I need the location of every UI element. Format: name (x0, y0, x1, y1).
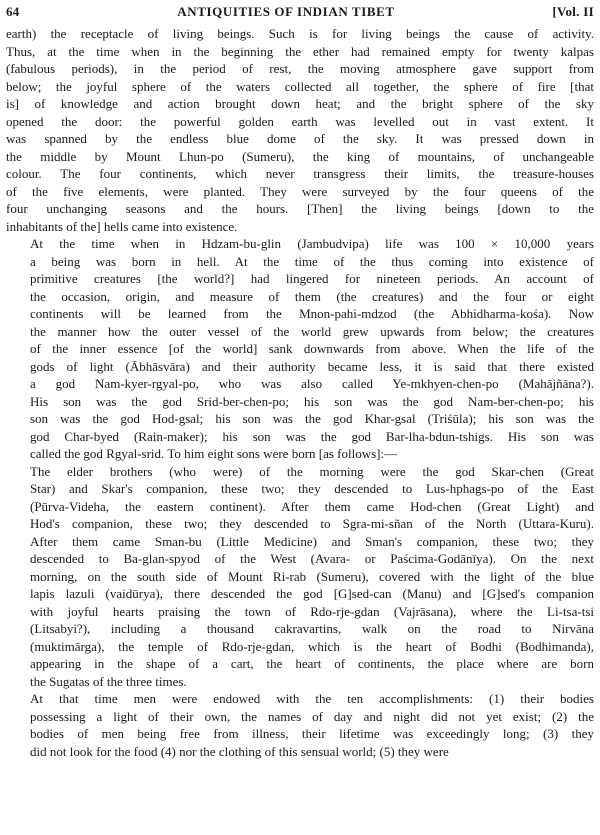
text-line: a being was born in hell. At the time of the thus coming into existence of (30, 253, 594, 269)
running-title: ANTIQUITIES OF INDIAN TIBET (177, 4, 395, 19)
text-line: Star) and Skar's companion, these two; they descended to Lus-hphags-po of the East (30, 481, 594, 496)
text-line: bodies of men being free from illness, their lifetime was exceedingly long; (3) they (30, 726, 594, 741)
text-line: descended to Ba-glan-spyod of the West (Avara- or Paścima-Godānīya). On the next (30, 551, 594, 566)
paragraph (6, 25, 594, 235)
text-line: the Sugatas of the three times. (30, 673, 187, 689)
text-line: son was the god Hod-gsal; his son was the god Khar-gsal (Triśūla); his son was the (30, 411, 594, 426)
text-line: lapis lazuli (vaidūrya), there descended the god [G]sed-can (Manu) and [G]sed's companion (30, 586, 594, 601)
text-line: Hod's companion, these two; they descended to Sgra-mi-sñan of the North (Uttara-Kuru). (30, 516, 594, 531)
text-line: At that time men were endowed with the ten accomplishments: (1) their bodies (30, 691, 594, 706)
text-line: (Litsabyi?), including a thousand cakravartins, walk on the road to Nirvāna (30, 621, 594, 636)
text-line: morning, on the south side of Mount Ri-rab (Sumeru), covered with the light of the blue (30, 568, 594, 584)
volume-label: [Vol. II (552, 4, 594, 19)
text-line: with joyful hearts praising the town of Rdo-rje-gdan (Vajrāsana), where the Li-tsa-tsi (30, 603, 594, 619)
text-line: opened the door: the powerful golden earth was levelled out in vast extent. It (6, 113, 594, 129)
text-line: earth) the receptacle of living beings. Such is for living beings the cause of activity. (6, 26, 594, 41)
text-line: did not look for the food (4) nor the clothing of this sensual world; (5) they were (30, 743, 449, 759)
text-line: continents will be learned from the Mnon-pahi-mdzod (the Abhidharma-kośa). Now (30, 306, 594, 321)
text-line: the occasion, origin, and measure of them (the creatures) and the four or eight (30, 288, 594, 304)
text-line: After them came Sman-bu (Little Medicine) and Sman's companion, these two; they (30, 533, 594, 549)
text-line: inhabitants of the] hells came into existence. (6, 218, 238, 234)
paragraph (6, 235, 594, 463)
text-line: Thus, at the time when in the beginning the ether had remained empty for twenty kalpas (6, 43, 594, 59)
text-line: god Char-byed (Rain-maker); his son was the god Bar-lha-bdun-tshigs. His son was (30, 428, 594, 444)
text-line: the manner how the outer vessel of the world grew upwards from below; the creatures (30, 323, 594, 339)
text-line: was spanned by the endless blue dome of the sky. It was pressed down in (6, 131, 594, 146)
page-number: 64 (6, 4, 20, 19)
paragraph (6, 463, 594, 691)
text-line: of the inner essence [of the world] sank downwards from above. When the life of the (30, 341, 594, 356)
body-text (6, 25, 594, 760)
text-line: The elder brothers (who were) of the morning were the god Skar-chen (Great (30, 463, 594, 479)
text-line: a god Nam-kyer-rgyal-po, who was also called Ye-mkhyen-chen-po (Mahājñāna?). (30, 376, 594, 391)
text-line: called the god Rgyal-srid. To him eight sons were born [as follows]:— (30, 446, 398, 461)
text-line: At the time when in Hdzam-bu-glin (Jambudvipa) life was 100 × 10,000 years (30, 236, 594, 251)
text-line: appearing in the shape of a cart, the heart of continents, the place where are born (30, 656, 594, 671)
text-line: His son was the god Srid-ber-chen-po; his son was the god Nam-ber-chen-po; his (30, 393, 594, 409)
text-line: colour. The four continents, which never transgress their limits, the treasure-houses (6, 166, 594, 181)
text-line: four unchanging seasons and the hours. [Then] the living beings [down to the (6, 201, 594, 216)
text-line: possessing a light of their own, the names of day and night did not yet exist; (2) the (30, 708, 594, 724)
text-line: the middle by Mount Lhun-po (Sumeru), the king of mountains, of unchangeable (6, 148, 594, 164)
text-line: of the five elements, were planted. They were surveyed by the four queens of the (6, 183, 594, 199)
running-head (6, 4, 594, 21)
text-line: (muktimārga), the temple of Rdo-rje-gdan, which is the heart of Bodhi (Bodhimanda), (30, 638, 594, 654)
text-line: gods of light (Ābhāsvāra) and their authority became less, it is said that there existed (30, 358, 594, 374)
text-line: below; the joyful sphere of the waters collected all together, the sphere of fire [that (6, 78, 594, 94)
text-line: (Pūrva-Videha, the eastern continent). After them came Hod-chen (Great Light) and (30, 498, 594, 514)
text-line: is] of knowledge and action brought down heat; and the bright sphere of the sky (6, 96, 594, 111)
paragraph (6, 690, 594, 760)
text-line: (fabulous periods), in the period of rest, the moving atmosphere gave support from (6, 61, 594, 76)
text-line: primitive creatures [the world?] had lingered for nineteen periods. An account of (30, 271, 594, 286)
